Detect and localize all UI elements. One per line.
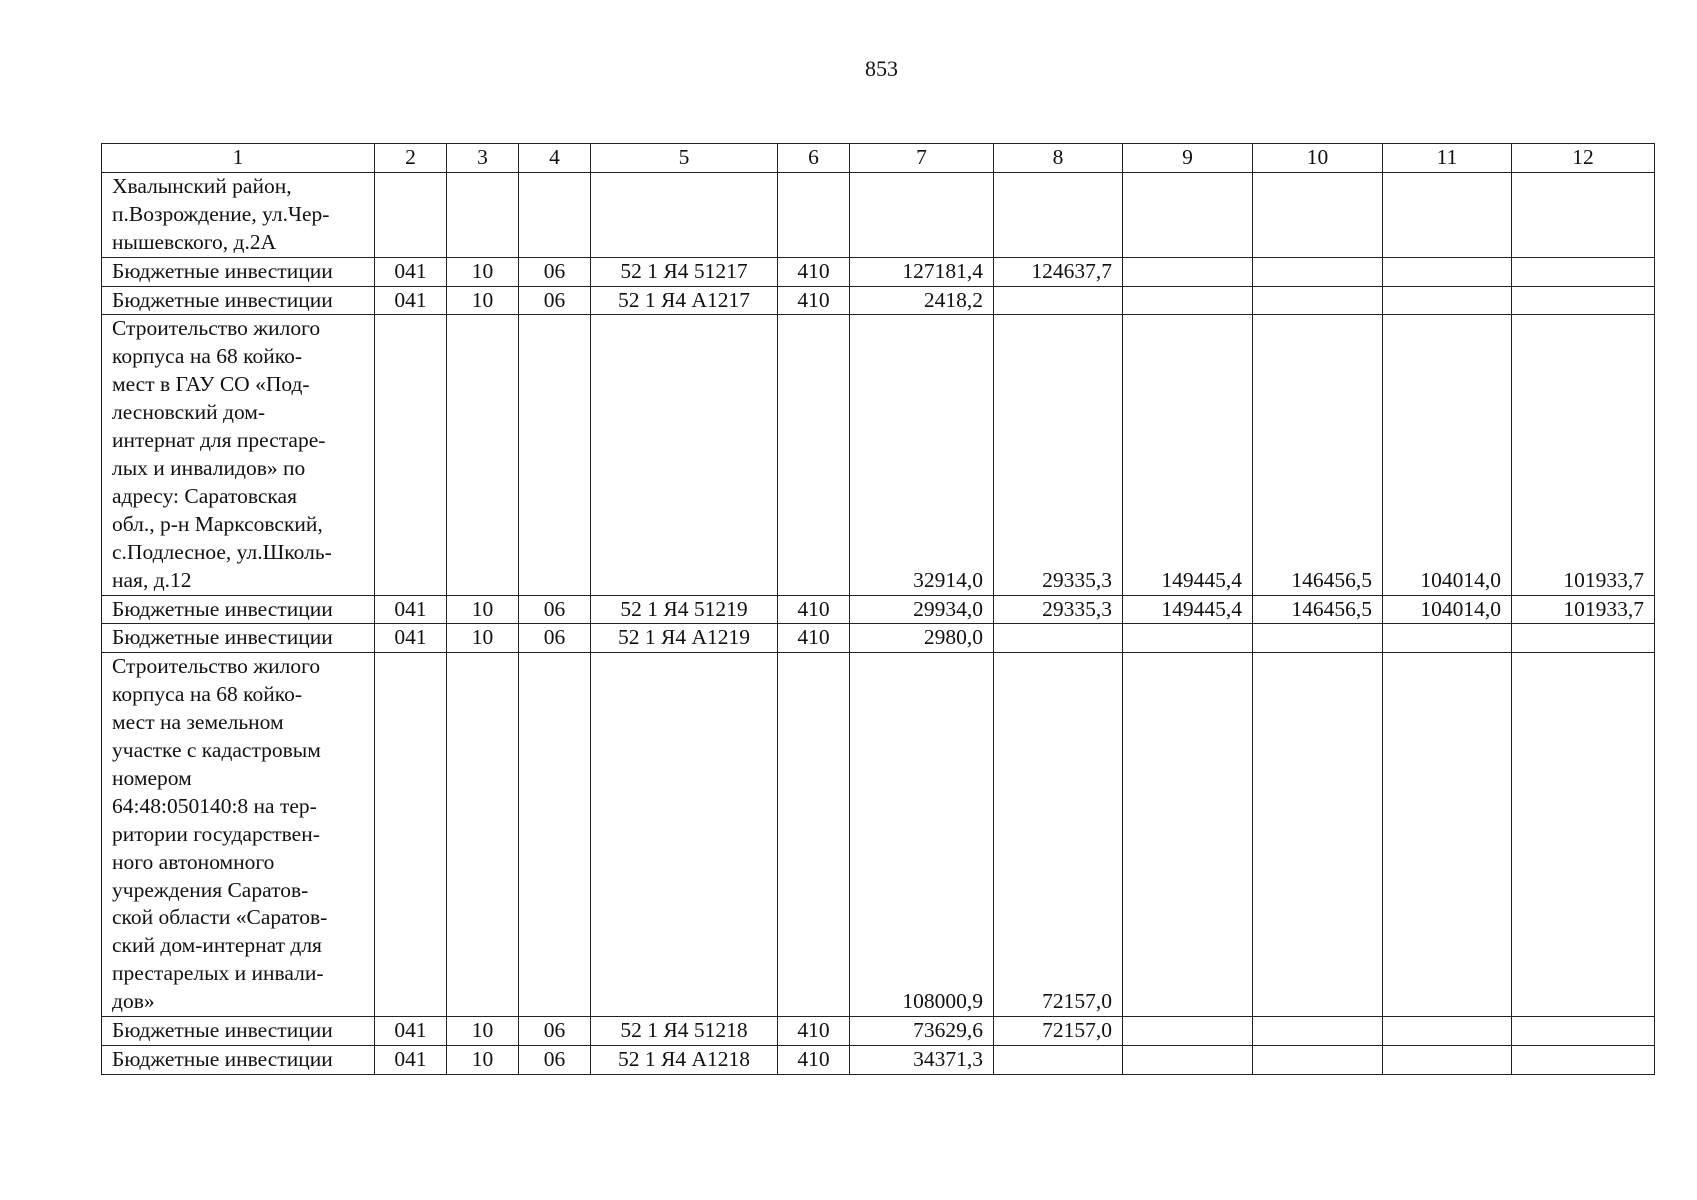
description-line: нышевского, д.2А	[112, 229, 277, 254]
amount-cell	[1383, 1046, 1512, 1075]
description-line: ная, д.12	[112, 567, 192, 592]
description-line: с.Подлесное, ул.Школь-	[112, 539, 332, 564]
budget-line-row	[102, 286, 1655, 315]
empty-cell	[778, 172, 850, 257]
empty-cell	[375, 653, 447, 1017]
amount-cell	[1383, 257, 1512, 286]
description-line: Строительство жилого	[112, 316, 321, 341]
budget-line-row	[102, 595, 1655, 624]
description-line: лых и инвалидов» по	[112, 455, 306, 480]
object-description-cell	[102, 172, 375, 257]
header-cell: 8	[994, 144, 1123, 173]
object-description-cell	[102, 315, 375, 595]
amount-cell: 29335,3	[994, 315, 1123, 595]
description-line: п.Возрождение, ул.Чер-	[112, 201, 330, 226]
amount-cell	[1253, 653, 1383, 1017]
amount-cell	[994, 286, 1123, 315]
amount-cell	[1253, 624, 1383, 653]
subsection-code-cell: 06	[519, 1046, 591, 1075]
target-article-cell: 52 1 Я4 А1217	[591, 286, 778, 315]
empty-cell	[591, 172, 778, 257]
description-line: корпуса на 68 койко-	[112, 682, 303, 707]
amount-cell	[1383, 624, 1512, 653]
expense-type-cell: Бюджетные инвестиции	[102, 595, 375, 624]
description-line: мест на земельном	[112, 710, 284, 735]
budget-line-row	[102, 257, 1655, 286]
amount-cell: 104014,0	[1383, 595, 1512, 624]
description-line: корпуса на 68 койко-	[112, 344, 303, 369]
section-code-cell: 10	[447, 257, 519, 286]
amount-cell	[1512, 172, 1655, 257]
amount-cell	[994, 624, 1123, 653]
ministry-code-cell: 041	[375, 595, 447, 624]
amount-cell: 101933,7	[1512, 315, 1655, 595]
amount-cell: 72157,0	[994, 653, 1123, 1017]
subsection-code-cell: 06	[519, 624, 591, 653]
amount-cell	[1123, 1046, 1253, 1075]
amount-cell	[1253, 257, 1383, 286]
amount-cell: 2980,0	[850, 624, 994, 653]
expense-type-cell: Бюджетные инвестиции	[102, 1017, 375, 1046]
empty-cell	[447, 653, 519, 1017]
description-line: 64:48:050140:8 на тер-	[112, 793, 317, 818]
expense-kind-cell: 410	[778, 1017, 850, 1046]
expense-kind-cell: 410	[778, 286, 850, 315]
ministry-code-cell: 041	[375, 257, 447, 286]
expense-kind-cell: 410	[778, 595, 850, 624]
target-article-cell: 52 1 Я4 51218	[591, 1017, 778, 1046]
header-cell: 10	[1253, 144, 1383, 173]
header-cell: 4	[519, 144, 591, 173]
description-line: ской области «Саратов-	[112, 905, 328, 930]
object-description-row	[102, 653, 1655, 1017]
target-article-cell: 52 1 Я4 А1219	[591, 624, 778, 653]
amount-cell	[1123, 286, 1253, 315]
description-line: участке с кадастровым	[112, 738, 321, 763]
expense-kind-cell: 410	[778, 624, 850, 653]
amount-cell	[1383, 1017, 1512, 1046]
ministry-code-cell: 041	[375, 1046, 447, 1075]
header-cell: 7	[850, 144, 994, 173]
target-article-cell: 52 1 Я4 51217	[591, 257, 778, 286]
amount-cell	[1253, 286, 1383, 315]
amount-cell: 146456,5	[1253, 315, 1383, 595]
empty-cell	[375, 172, 447, 257]
expense-type-cell: Бюджетные инвестиции	[102, 286, 375, 315]
amount-cell	[1123, 653, 1253, 1017]
amount-cell	[1383, 653, 1512, 1017]
empty-cell	[778, 315, 850, 595]
amount-cell: 149445,4	[1123, 315, 1253, 595]
header-cell: 6	[778, 144, 850, 173]
amount-cell: 29934,0	[850, 595, 994, 624]
description-line: мест в ГАУ СО «Под-	[112, 372, 310, 397]
ministry-code-cell: 041	[375, 286, 447, 315]
header-cell: 12	[1512, 144, 1655, 173]
amount-cell	[1512, 257, 1655, 286]
description-line: лесновский дом-	[112, 400, 266, 425]
object-description-row	[102, 315, 1655, 595]
amount-cell: 108000,9	[850, 653, 994, 1017]
budget-line-row	[102, 1046, 1655, 1075]
amount-cell	[1512, 653, 1655, 1017]
description-line: учреждения Саратов-	[112, 877, 309, 902]
table-header-row	[102, 144, 1655, 173]
subsection-code-cell: 06	[519, 257, 591, 286]
description-line: обл., р-н Марксовский,	[112, 511, 323, 536]
amount-cell	[1383, 172, 1512, 257]
description-line: дов»	[112, 989, 155, 1014]
header-cell: 9	[1123, 144, 1253, 173]
empty-cell	[447, 172, 519, 257]
empty-cell	[519, 172, 591, 257]
description-line: престарелых и инвали-	[112, 961, 324, 986]
empty-cell	[591, 315, 778, 595]
amount-cell	[1253, 172, 1383, 257]
expense-type-cell: Бюджетные инвестиции	[102, 1046, 375, 1075]
section-code-cell: 10	[447, 1046, 519, 1075]
amount-cell	[1512, 1046, 1655, 1075]
amount-cell	[1123, 1017, 1253, 1046]
amount-cell: 32914,0	[850, 315, 994, 595]
description-line: ного автономного	[112, 849, 275, 874]
budget-table	[101, 143, 1655, 1075]
amount-cell	[1253, 1017, 1383, 1046]
description-line: Строительство жилого	[112, 654, 321, 679]
target-article-cell: 52 1 Я4 А1218	[591, 1046, 778, 1075]
section-code-cell: 10	[447, 624, 519, 653]
amount-cell: 34371,3	[850, 1046, 994, 1075]
empty-cell	[519, 653, 591, 1017]
header-cell: 2	[375, 144, 447, 173]
object-description-row	[102, 172, 1655, 257]
ministry-code-cell: 041	[375, 1017, 447, 1046]
section-code-cell: 10	[447, 286, 519, 315]
amount-cell	[994, 1046, 1123, 1075]
amount-cell	[1512, 624, 1655, 653]
ministry-code-cell: 041	[375, 624, 447, 653]
amount-cell	[1123, 624, 1253, 653]
subsection-code-cell: 06	[519, 595, 591, 624]
header-cell: 3	[447, 144, 519, 173]
amount-cell: 29335,3	[994, 595, 1123, 624]
description-line: ский дом-интернат для	[112, 933, 322, 958]
object-description-cell	[102, 653, 375, 1017]
expense-type-cell: Бюджетные инвестиции	[102, 257, 375, 286]
amount-cell: 124637,7	[994, 257, 1123, 286]
subsection-code-cell: 06	[519, 1017, 591, 1046]
table-body	[102, 144, 1655, 1075]
budget-line-row	[102, 624, 1655, 653]
amount-cell	[994, 172, 1123, 257]
section-code-cell: 10	[447, 595, 519, 624]
page-number: 853	[865, 56, 898, 81]
empty-cell	[591, 653, 778, 1017]
amount-cell	[1123, 172, 1253, 257]
amount-cell	[1512, 286, 1655, 315]
description-line: номером	[112, 765, 192, 790]
amount-cell	[1253, 1046, 1383, 1075]
amount-cell	[1512, 1017, 1655, 1046]
amount-cell: 127181,4	[850, 257, 994, 286]
amount-cell: 72157,0	[994, 1017, 1123, 1046]
header-cell: 1	[102, 144, 375, 173]
empty-cell	[519, 315, 591, 595]
amount-cell: 2418,2	[850, 286, 994, 315]
subsection-code-cell: 06	[519, 286, 591, 315]
description-line: адресу: Саратовская	[112, 483, 297, 508]
amount-cell: 101933,7	[1512, 595, 1655, 624]
header-cell: 11	[1383, 144, 1512, 173]
expense-kind-cell: 410	[778, 1046, 850, 1075]
expense-type-cell: Бюджетные инвестиции	[102, 624, 375, 653]
description-line: ритории государствен-	[112, 821, 320, 846]
expense-kind-cell: 410	[778, 257, 850, 286]
amount-cell: 104014,0	[1383, 315, 1512, 595]
budget-line-row	[102, 1017, 1655, 1046]
empty-cell	[447, 315, 519, 595]
amount-cell: 73629,6	[850, 1017, 994, 1046]
amount-cell	[850, 172, 994, 257]
amount-cell: 146456,5	[1253, 595, 1383, 624]
header-cell: 5	[591, 144, 778, 173]
section-code-cell: 10	[447, 1017, 519, 1046]
description-line: Хвалынский район,	[112, 173, 292, 198]
amount-cell	[1123, 257, 1253, 286]
description-line: интернат для престаре-	[112, 428, 326, 453]
amount-cell: 149445,4	[1123, 595, 1253, 624]
target-article-cell: 52 1 Я4 51219	[591, 595, 778, 624]
amount-cell	[1383, 286, 1512, 315]
empty-cell	[778, 653, 850, 1017]
empty-cell	[375, 315, 447, 595]
